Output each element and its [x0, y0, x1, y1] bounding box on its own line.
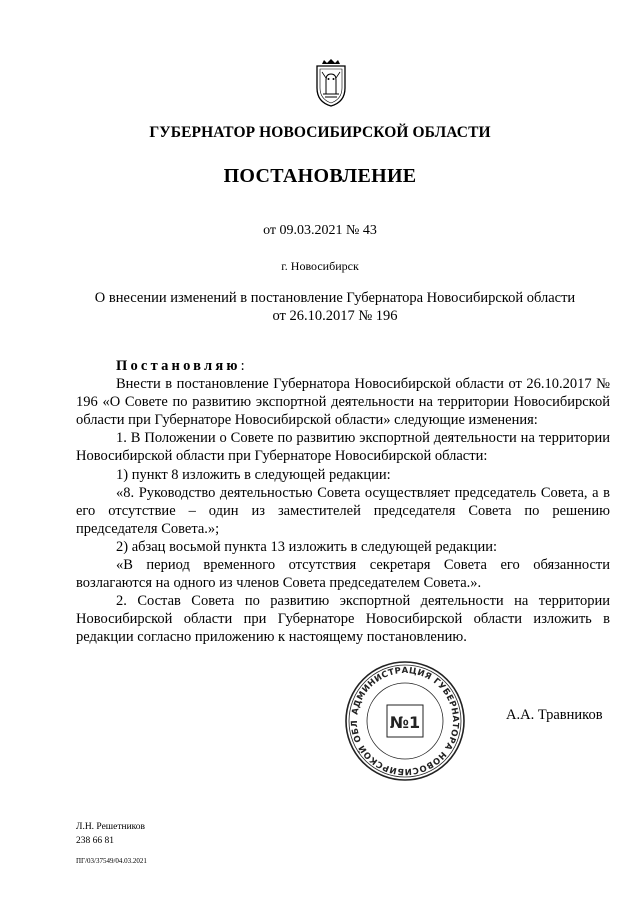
paragraph-5: 2) абзац восьмой пункта 13 изложить в следующей редакции:	[116, 538, 498, 555]
decree-heading	[76, 357, 610, 375]
executor-name: Л.Н. Решетников	[76, 822, 146, 832]
decree-word: Постановляю	[116, 358, 241, 374]
decree-colon: :	[240, 358, 245, 374]
city-line: г. Новосибирск	[281, 259, 359, 273]
svg-text:АДМИНИСТРАЦИЯ ГУБЕРНАТОРА НОВО: АДМИНИСТРАЦИЯ ГУБЕРНАТОРА НОВОСИБИРСКОЙ ОБЛ	[349, 665, 461, 777]
paragraph-7: 2. Состав Совета по развитию экспортной деятельности на территории Новосибирской области при Губернаторе Новосибирской области изложить в редакции согласно приложению к настоящему постановлению.	[76, 593, 610, 646]
svg-text:№1: №1	[389, 713, 421, 732]
document-body	[76, 357, 610, 647]
paragraph-4: «8. Руководство деятельностью Совета осуществляет председатель Совета, а в его отсутствие – один из заместителей председателя Совета по решению председателя Совета.»;	[76, 484, 610, 537]
document-type-title: ПОСТАНОВЛЕНИЕ	[223, 165, 417, 187]
paragraph-3: 1) пункт 8 изложить в следующей редакции:	[116, 466, 391, 483]
paragraph-1: Внести в постановление Губернатора Новосибирской области от 26.10.2017 № 196 «О Совете по развитию экспортной деятельности на территории Новосибирской области при Губернаторе Новосибирской области» следующие изменения:	[76, 376, 610, 429]
signer-name: А.А. Травников	[506, 707, 603, 723]
paragraph-6: «В период временного отсутствия секретаря Совета его обязанности возлагаются на одного из членов Совета председателем Совета.».	[76, 557, 610, 592]
document-code: ПГ/03/37549/04.03.2021	[76, 857, 147, 865]
coat-of-arms-icon	[314, 58, 348, 108]
subject-line-2: от 26.10.2017 № 196	[272, 308, 398, 324]
date-and-number: от 09.03.2021 № 43	[263, 223, 377, 238]
executor-phone: 238 66 81	[76, 836, 114, 846]
subject-line-1: О внесении изменений в постановление Губернатора Новосибирской области	[94, 290, 576, 306]
paragraph-2: 1. В Положении о Совете по развитию экспортной деятельности на территории Новосибирской области при Губернаторе Новосибирской области:	[76, 430, 610, 465]
document-subject	[70, 289, 600, 325]
authority-title: ГУБЕРНАТОР НОВОСИБИРСКОЙ ОБЛАСТИ	[149, 124, 491, 141]
official-seal-stamp	[344, 660, 466, 782]
